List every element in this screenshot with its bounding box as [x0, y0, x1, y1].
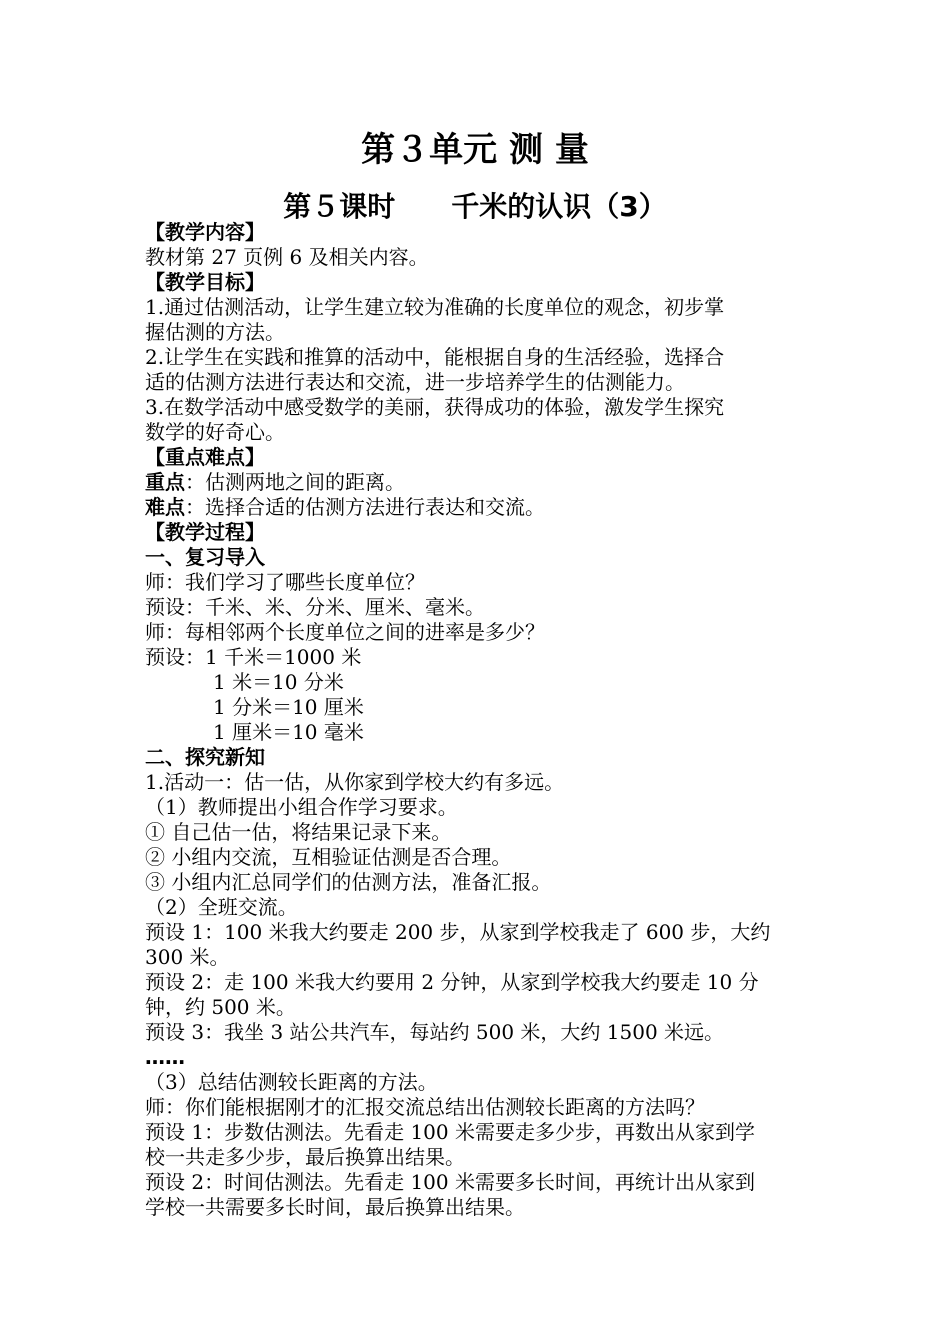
- line-text: 3.在数学活动中感受数学的美丽，获得成功的体验，激发学生探究: [145, 395, 725, 419]
- line-text: 预设 1：100 米我大约要走 200 步，从家到学校我走了 600 步，大约: [145, 920, 771, 944]
- line-text: 【重点难点】: [145, 445, 265, 469]
- text-line: [145, 845, 810, 870]
- text-line: [145, 795, 810, 820]
- line-text: 师：你们能根据刚才的汇报交流总结出估测较长距离的方法吗？: [145, 1095, 705, 1119]
- text-line: [145, 320, 810, 345]
- text-line: [145, 895, 810, 920]
- section-heading: [145, 520, 810, 545]
- line-text: （2）全班交流。: [145, 895, 298, 919]
- line-text: 【教学内容】: [145, 220, 265, 244]
- line-text: 预设 1：步数估测法。先看走 100 米需要走多少步，再数出从家到学: [145, 1120, 755, 1144]
- text-line: [145, 395, 810, 420]
- line-text: 1 米＝10 分米: [213, 670, 344, 694]
- line-text: （1）教师提出小组合作学习要求。: [145, 795, 458, 819]
- text-line: [145, 995, 810, 1020]
- line-text: 【教学过程】: [145, 520, 265, 544]
- text-line: [145, 495, 810, 520]
- text-line: [145, 645, 810, 670]
- line-text: ……: [145, 1045, 185, 1069]
- line-text: ：估测两地之间的距离。: [185, 470, 405, 494]
- line-text: 师：每相邻两个长度单位之间的进率是多少？: [145, 620, 545, 644]
- text-line: [145, 1145, 810, 1170]
- text-line: [145, 1195, 810, 1220]
- section-heading: [145, 1045, 810, 1070]
- text-line: [145, 570, 810, 595]
- text-line: [145, 620, 810, 645]
- unit-title: 第３单元 测 量: [361, 130, 589, 170]
- text-line: [145, 1170, 810, 1195]
- text-line: [145, 920, 810, 945]
- line-text: 【教学目标】: [145, 270, 265, 294]
- text-line: [145, 870, 810, 895]
- text-line: [145, 345, 810, 370]
- text-line: [145, 420, 810, 445]
- line-text: 1.活动一：估一估，从你家到学校大约有多远。: [145, 770, 565, 794]
- line-text: 预设 3：我坐 3 站公共汽车，每站约 500 米，大约 1500 米远。: [145, 1020, 725, 1044]
- text-line: [145, 1120, 810, 1145]
- line-text: 1 分米＝10 厘米: [213, 695, 364, 719]
- line-text: 二、探究新知: [145, 745, 265, 769]
- line-text: 校一共走多少步，最后换算出结果。: [145, 1145, 465, 1169]
- lesson-title: 第５课时 千米的认识（3）: [283, 190, 667, 223]
- term-label: 重点: [145, 470, 185, 494]
- text-line: [145, 470, 810, 495]
- line-text: 师：我们学习了哪些长度单位？: [145, 570, 425, 594]
- section-heading: [145, 745, 810, 770]
- line-text: 预设：千米、米、分米、厘米、毫米。: [145, 595, 485, 619]
- text-line: [145, 1070, 810, 1095]
- line-text: 钟，约 500 米。: [145, 995, 296, 1019]
- line-text: 预设：1 千米＝1000 米: [145, 645, 362, 669]
- text-line: [145, 1095, 810, 1120]
- text-line: [145, 695, 810, 720]
- line-text: （3）总结估测较长距离的方法。: [145, 1070, 438, 1094]
- line-text: 300 米。: [145, 945, 230, 969]
- line-text: 适的估测方法进行表达和交流，进一步培养学生的估测能力。: [145, 370, 685, 394]
- line-text: 教材第 27 页例 6 及相关内容。: [145, 245, 429, 269]
- text-line: [145, 670, 810, 695]
- section-heading: [145, 445, 810, 470]
- line-text: 数学的好奇心。: [145, 420, 285, 444]
- text-line: [145, 770, 810, 795]
- line-text: ② 小组内交流，互相验证估测是否合理。: [145, 845, 512, 869]
- lesson-body: [145, 220, 810, 1220]
- line-text: ③ 小组内汇总同学们的估测方法，准备汇报。: [145, 870, 552, 894]
- text-line: [145, 370, 810, 395]
- line-text: 一、复习导入: [145, 545, 265, 569]
- line-text: 1.通过估测活动，让学生建立较为准确的长度单位的观念，初步掌: [145, 295, 725, 319]
- line-text: 学校一共需要多长时间，最后换算出结果。: [145, 1195, 525, 1219]
- line-text: 预设 2：时间估测法。先看走 100 米需要多长时间，再统计出从家到: [145, 1170, 755, 1194]
- text-line: [145, 1020, 810, 1045]
- text-line: [145, 945, 810, 970]
- section-heading: [145, 270, 810, 295]
- text-line: [145, 295, 810, 320]
- text-line: [145, 970, 810, 995]
- line-text: 预设 2：走 100 米我大约要用 2 分钟，从家到学校我大约要走 10 分: [145, 970, 759, 994]
- line-text: 2.让学生在实践和推算的活动中，能根据自身的生活经验，选择合: [145, 345, 725, 369]
- term-label: 难点: [145, 495, 185, 519]
- text-line: [145, 820, 810, 845]
- line-text: 握估测的方法。: [145, 320, 285, 344]
- section-heading: [145, 220, 810, 245]
- text-line: [145, 595, 810, 620]
- text-line: [145, 720, 810, 745]
- line-text: 1 厘米＝10 毫米: [213, 720, 364, 744]
- section-heading: [145, 545, 810, 570]
- line-text: ① 自己估一估，将结果记录下来。: [145, 820, 452, 844]
- text-line: [145, 245, 810, 270]
- line-text: ：选择合适的估测方法进行表达和交流。: [185, 495, 545, 519]
